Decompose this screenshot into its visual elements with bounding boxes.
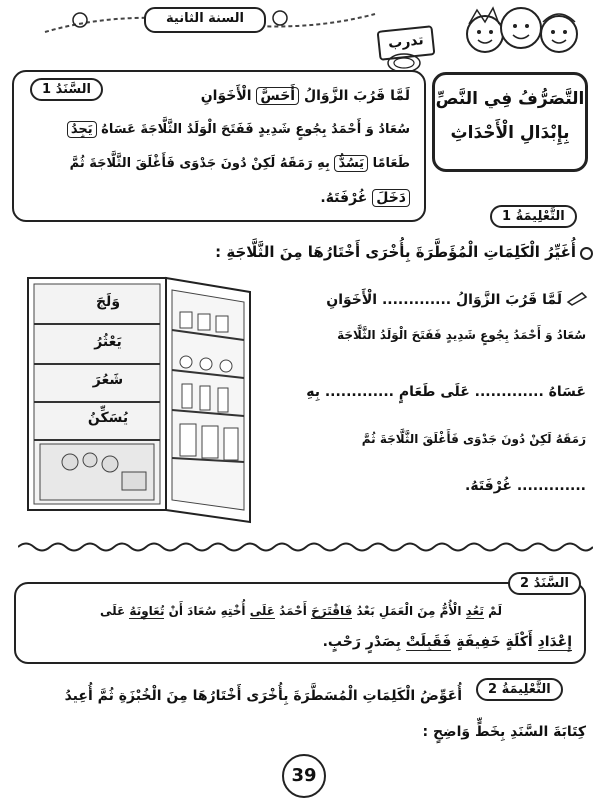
- exercise-line-2: سُعَادُ وَ أَحْمَدُ بِجُوعٍ شَدِيدٍ فَفَتَحَ الْوَلَدُ الثَّلَّاجَةَ: [337, 328, 586, 342]
- fridge-word-3: شَعُرَ: [92, 372, 124, 388]
- exercise-line-5: ............. غُرْفَتَهُ.: [465, 478, 586, 494]
- sanad1-line3: طَعَامًا يَسُدُّ بِهِ رَمَقَهُ لَكِنْ دُونَ جَدْوَى فَأَغْلَقَ الثَّلَّاجَةَ ثُمَّ: [69, 156, 410, 171]
- underlined-word: إِعْدَادِ: [537, 634, 572, 650]
- sanad1-label: السَّنَدُ 1: [30, 78, 103, 101]
- tadarrub-tag: تدرب: [377, 25, 436, 61]
- sanad2-box: [14, 582, 586, 664]
- fridge-word-1: وَلَجَ: [95, 294, 121, 310]
- sanad2-line2: إِعْدَادِ أَكْلَةٍ خَفِيفَةٍ فَقَبِلَتْ بِصَدْرٍ رَحْبٍ.: [322, 634, 572, 650]
- exercise-line-4: رَمَقَهُ لَكِنْ دُونَ جَدْوَى فَأَغْلَقَ الثَّلَّاجَةَ ثُمَّ: [361, 432, 586, 446]
- page-number-badge: [282, 754, 326, 798]
- instruction1-label: التَّعْلِيمَةُ 1: [490, 205, 577, 228]
- fridge-word-4: يُسَكِّنُ: [87, 410, 129, 426]
- underlined-word: تُعَاوِنَهُ: [129, 604, 165, 618]
- instruction2-label: التَّعْلِيمَةُ 2: [476, 678, 563, 701]
- year-label: السنة الثانية: [166, 11, 244, 26]
- pencil-icon: [566, 290, 588, 306]
- bullet-icon: [580, 247, 593, 260]
- sanad1-line1: لَمَّا قَرُبَ الزَّوَالُ أَحَسَّ الْأَخَوَانِ: [200, 88, 410, 104]
- underlined-word: تَعُدِ: [465, 604, 484, 618]
- underlined-word: فَقَبِلَتْ: [405, 634, 452, 650]
- header-ribbon: [40, 4, 380, 38]
- exercise-line-1: لَمَّا قَرُبَ الزَّوَالُ ............. الْأَخَوَانِ: [326, 292, 562, 308]
- framed-word: أَحَسَّ: [256, 87, 299, 105]
- framed-word: دَخَلَ: [372, 189, 410, 207]
- instruction2-line2: كِتَابَةَ السَّنَدِ بِخَطٍّ وَاضِحٍ :: [422, 724, 586, 740]
- underlined-word: عَلَى: [249, 604, 275, 618]
- sanad2-label: السَّنَدُ 2: [508, 572, 581, 595]
- sanad1-line4: دَخَلَ غُرْفَتَهُ.: [24, 190, 410, 206]
- lesson-title-line1: التَّصَرُّفُ فِي النَّصِّ: [435, 89, 585, 109]
- framed-word: يَجِدُ: [67, 121, 97, 138]
- underlined-word: فَاقْتَرَحَ: [311, 604, 353, 618]
- page-number: 39: [291, 765, 317, 786]
- wavy-divider: [18, 540, 593, 554]
- instruction2-line1: أُعَوِّضُ الْكَلِمَاتِ الْمُسَطَّرَةَ بِأُخْرَى أَخْتَارُهَا مِنَ الْخُبْزَةِ ثُمَّ أُعِيدُ: [64, 688, 462, 704]
- fridge-illustration: [10, 272, 290, 530]
- sanad2-line1: لَمْ تَعُدِ الْأُمُّ مِنَ الْعَمَلِ بَعْدُ فَاقْتَرَحَ أَحْمَدُ عَلَى أُخْتِهِ سُعَادَ أَنْ تُعَاوِنَهُ عَلَى: [99, 604, 502, 618]
- children-illustration: [455, 2, 595, 70]
- exercise-line-3: عَسَاهُ ............. عَلَى طَعَامٍ ............. بِهِ: [306, 384, 586, 400]
- fridge-word-2: يَعْثُرُ: [94, 334, 122, 350]
- instruction1-text: أُغَيِّرُ الْكَلِمَاتِ الْمُؤَطَّرَةَ بِأُخْرَى أَخْتَارُهَا مِنَ الثَّلَّاجَةِ :: [215, 243, 576, 261]
- lesson-title-line2: بِإِبْدَالِ الْأَحْدَاثِ: [450, 123, 570, 143]
- framed-word: يَسُدُّ: [334, 155, 368, 172]
- sanad1-line2: سُعَادُ وَ أَحْمَدُ بِجُوعٍ شَدِيدٍ فَفَتَحَ الْوَلَدُ الثَّلَّاجَةَ عَسَاهُ يَجِدُ: [24, 122, 410, 137]
- lesson-title-box: [432, 72, 588, 172]
